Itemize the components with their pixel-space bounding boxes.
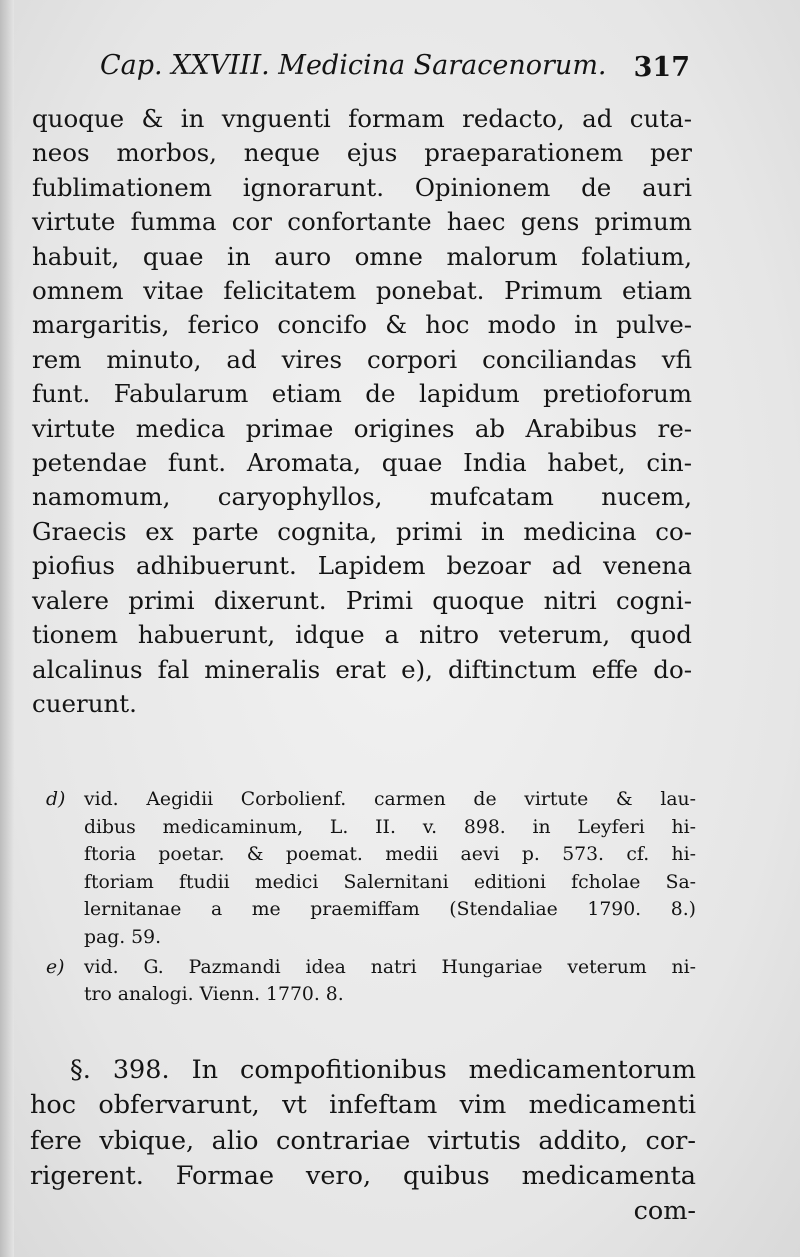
text-line: funt. Fabularum etiam de lapidum pretioforum <box>32 379 692 409</box>
text-line: cuerunt. <box>32 688 137 718</box>
footnote-line: ftoria poetar. & poemat. medii aevi p. 573. cf. hi- <box>84 844 696 866</box>
text-line: Graecis ex parte cognita, primi in medicina co- <box>32 516 692 546</box>
section-line: §. 398. In compofitionibus medicamentorum <box>70 1055 696 1085</box>
footnote-line: vid. G. Pazmandi idea natri Hungariae veterum ni- <box>84 956 696 978</box>
text-line: rem minuto, ad vires corpori conciliandas vfi <box>32 344 692 374</box>
footnote-line: vid. Aegidii Corbolienf. carmen de virtute & lau- <box>84 789 696 810</box>
text-line: margaritis, ferico concifo & hoc modo in pulve- <box>32 310 692 340</box>
section-398 <box>30 1053 696 1229</box>
page-number: 317 <box>633 52 690 83</box>
text-line: habuit, quae in auro omne malorum folatium, <box>32 241 692 271</box>
text-line: quoque & in vnguenti formam redacto, ad cuta- <box>32 104 692 133</box>
page-gutter-shadow <box>0 0 14 1257</box>
text-line: alcalinus fal mineralis erat e), diftinctum effe do- <box>32 654 692 684</box>
text-line: omnem vitae felicitatem ponebat. Primum etiam <box>32 276 692 306</box>
footnote-mark: d) <box>46 789 66 810</box>
page-header <box>100 50 690 90</box>
text-line: neos morbos, neque ejus praeparationem per <box>32 138 692 168</box>
footnote-line: dibus medicaminum, L. II. v. 898. in Leyferi hi- <box>84 816 696 838</box>
footnote-mark: e) <box>46 956 65 978</box>
text-line: piofius adhibuerunt. Lapidem bezoar ad venena <box>32 551 692 581</box>
footnote-line: pag. 59. <box>84 926 162 948</box>
text-line: petendae funt. Aromata, quae India habet, cin- <box>32 448 692 478</box>
footnote-d <box>46 786 696 952</box>
catchword: com- <box>633 1196 696 1227</box>
footnote-line: tro analogi. Vienn. 1770. 8. <box>84 984 344 1006</box>
running-title: Cap. XXVIII. Medicina Saracenorum. <box>100 50 607 81</box>
text-line: tionem habuerunt, idque a nitro veterum, quod <box>32 620 692 650</box>
text-line: valere primi dixerunt. Primi quoque nitri cogni- <box>32 585 692 615</box>
text-line: fublimationem ignorarunt. Opinionem de auri <box>32 172 692 202</box>
footnotes <box>46 786 696 1009</box>
section-line: hoc obfervarunt, vt infeftam vim medicamenti <box>30 1090 696 1121</box>
section-line: fere vbique, alio contrariae virtutis addito, cor- <box>30 1125 696 1156</box>
text-line: virtute fumma cor confortante haec gens primum <box>32 207 692 237</box>
text-line: virtute medica primae origines ab Arabibus re- <box>32 413 692 443</box>
section-line: rigerent. Formae vero, quibus medicamenta <box>30 1160 696 1191</box>
footnote-line: lernitanae a me praemiffam (Stendaliae 1790. 8.) <box>84 899 696 921</box>
footnote-e <box>46 954 696 1009</box>
main-text <box>32 102 692 721</box>
footnote-line: ftoriam ftudii medici Salernitani editioni fcholae Sa- <box>84 871 696 893</box>
text-line: namomum, caryophyllos, mufcatam nucem, <box>32 482 692 512</box>
